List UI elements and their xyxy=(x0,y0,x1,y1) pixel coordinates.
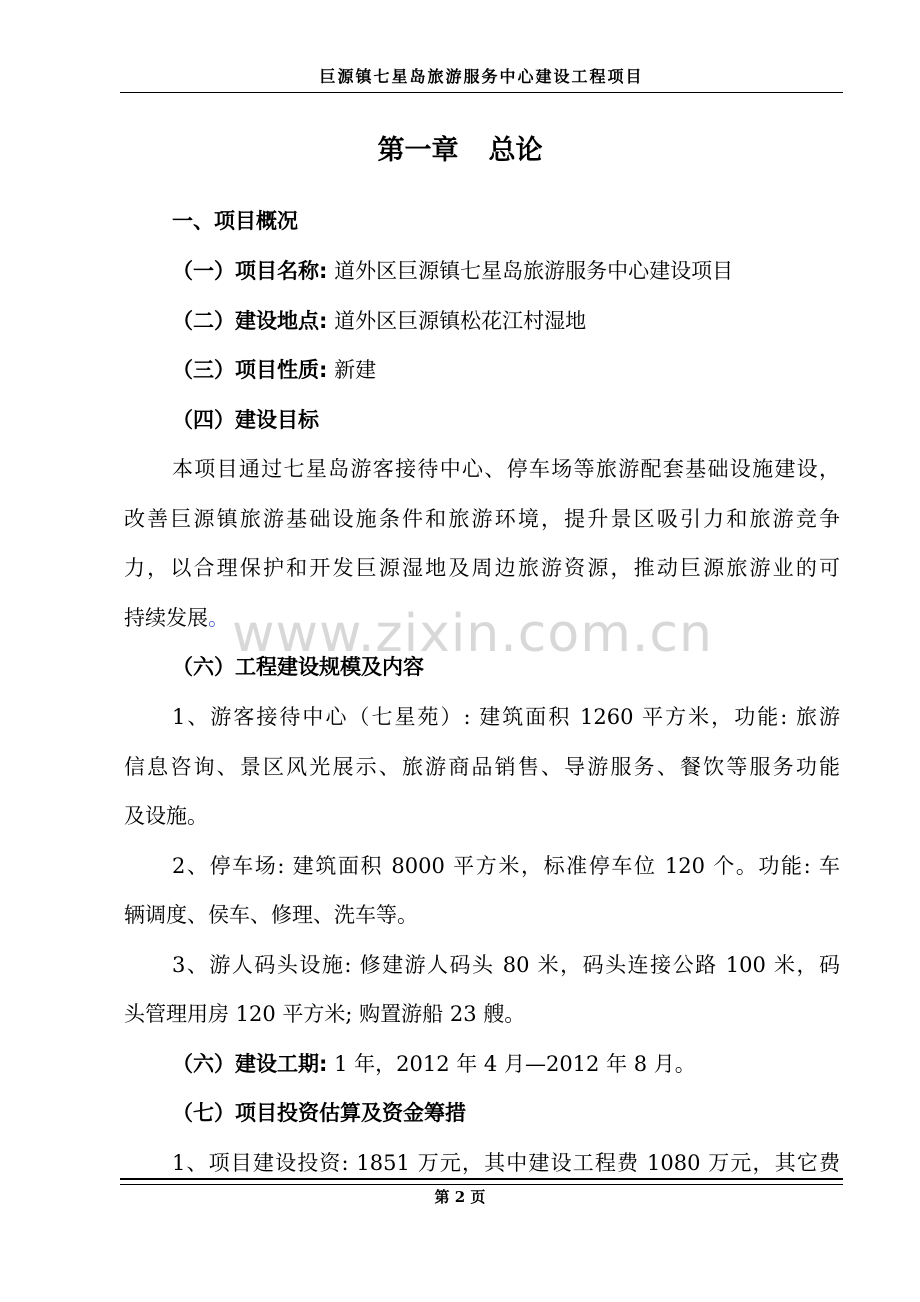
item-line: 及设施。 xyxy=(124,804,208,828)
footer-rule-thin xyxy=(120,1184,843,1185)
watermark: www.zixin.com.cn xyxy=(232,604,713,664)
invest-line: 1、项目建设投资: 1851 万元，其中建设工程费 1080 万元，其它费 xyxy=(172,1151,840,1175)
project-name-label: （一）项目名称: xyxy=(172,259,328,283)
chapter-heading xyxy=(0,128,920,167)
project-name-line xyxy=(172,254,888,288)
page-number: 第 2 页 xyxy=(434,1188,486,1206)
chapter-title: 总论 xyxy=(488,135,543,166)
project-name-value: 道外区巨源镇七星岛旅游服务中心建设项目 xyxy=(334,259,734,283)
project-site-line xyxy=(172,304,888,338)
scale-heading: （六）工程建设规模及内容 xyxy=(172,655,424,679)
goal-heading: （四）建设目标 xyxy=(172,408,319,432)
invest-heading: （七）项目投资估算及资金筹措 xyxy=(172,1101,466,1125)
item-line: 头管理用房 120 平方米; 购置游船 23 艘。 xyxy=(124,1002,526,1026)
running-header: 巨源镇七星岛旅游服务中心建设工程项目 xyxy=(319,67,644,86)
project-site-label: （二）建设地点: xyxy=(172,309,328,333)
paragraph-line: 本项目通过七星岛游客接待中心、停车场等旅游配套基础设施建设， xyxy=(172,457,840,481)
paragraph-line-last xyxy=(124,601,840,635)
project-nature-value: 新建 xyxy=(334,358,377,382)
paragraph-text: 持续发展 xyxy=(124,606,208,630)
period-value: 1 年，2012 年 4 月—2012 年 8 月。 xyxy=(334,1052,696,1076)
project-site-value: 道外区巨源镇松花江村湿地 xyxy=(334,309,587,333)
item-line: 2、停车场: 建筑面积 8000 平方米，标准停车位 120 个。功能: 车 xyxy=(172,854,840,878)
paragraph-period: 。 xyxy=(208,606,229,630)
item-line: 3、游人码头设施: 修建游人码头 80 米，码头连接公路 100 米，码 xyxy=(172,953,840,977)
section-heading: 一、项目概况 xyxy=(172,209,298,233)
item-line: 辆调度、侯车、修理、洗车等。 xyxy=(124,903,418,927)
footer-rule xyxy=(120,1178,843,1180)
item-line: 1、游客接待中心（七星苑）: 建筑面积 1260 平方米，功能: 旅游 xyxy=(172,705,840,729)
paragraph-line: 改善巨源镇旅游基础设施条件和旅游环境，提升景区吸引力和旅游竞争 xyxy=(124,507,840,531)
chapter-label: 第一章 xyxy=(377,135,459,166)
item-line: 信息咨询、景区风光展示、旅游商品销售、导游服务、餐饮等服务功能 xyxy=(124,755,840,779)
header-rule xyxy=(120,92,843,93)
period-line xyxy=(172,1047,888,1081)
project-nature-line xyxy=(172,353,888,387)
paragraph-line: 力，以合理保护和开发巨源湿地及周边旅游资源，推动巨源旅游业的可 xyxy=(124,556,840,580)
project-nature-label: （三）项目性质: xyxy=(172,358,328,382)
period-label: （六）建设工期: xyxy=(172,1052,328,1076)
